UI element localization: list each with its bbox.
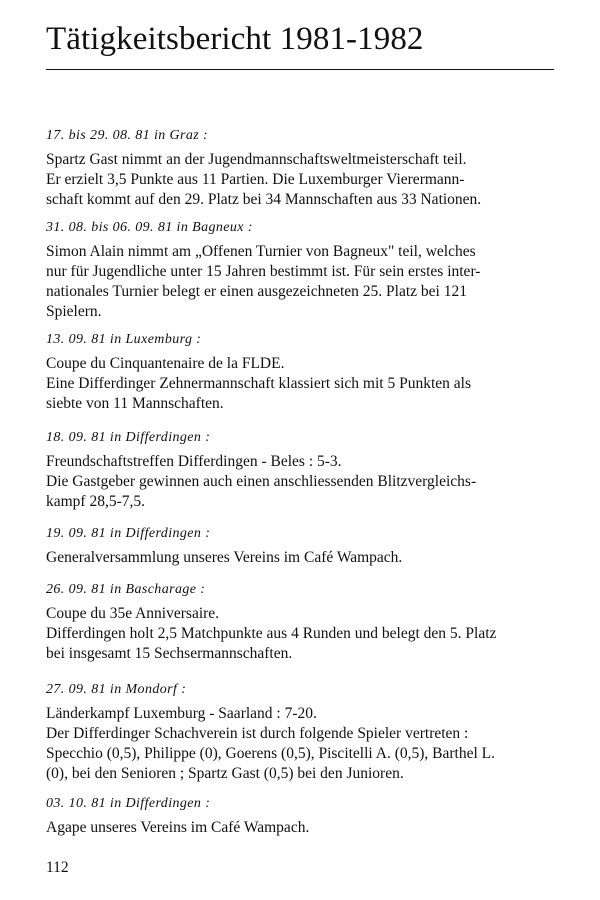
text-line: bei insgesamt 15 Sechsermannschaften. (46, 645, 293, 662)
entry-paragraph (46, 354, 554, 374)
text-line: nur für Jugendliche unter 15 Jahren bestimmt ist. Für sein erstes inter- (46, 263, 481, 280)
text-line: Freundschaftstreffen Differdingen - Beles : 5-3. (46, 453, 342, 470)
entry-paragraph (46, 242, 554, 322)
title-rule (46, 69, 554, 70)
page-number: 112 (46, 859, 69, 876)
entry-heading: 26. 09. 81 in Bascharage : (46, 582, 206, 597)
entry-paragraph (46, 374, 554, 414)
text-line: Der Differdinger Schachverein ist durch folgende Spieler vertreten : (46, 725, 469, 742)
text-line: (0), bei den Senioren ; Spartz Gast (0,5) bei den Junioren. (46, 765, 404, 782)
entry-heading: 19. 09. 81 in Differdingen : (46, 526, 211, 541)
text-line: Die Gastgeber gewinnen auch einen anschliessenden Blitzvergleichs- (46, 473, 477, 490)
entry-heading: 17. bis 29. 08. 81 in Graz : (46, 128, 209, 143)
entry-paragraph (46, 704, 554, 724)
text-line: kampf 28,5-7,5. (46, 493, 146, 510)
entry-differdingen-beles (46, 428, 554, 512)
entry-bagneux (46, 218, 554, 322)
entry-paragraph (46, 624, 554, 664)
text-line: schaft kommt auf den 29. Platz bei 34 Mannschaften aus 33 Nationen. (46, 191, 482, 208)
entry-paragraph (46, 724, 554, 784)
entry-paragraph (46, 472, 554, 512)
entry-heading: 13. 09. 81 in Luxemburg : (46, 332, 202, 347)
entry-paragraph (46, 548, 554, 568)
entry-heading: 03. 10. 81 in Differdingen : (46, 796, 211, 811)
entry-luxemburg (46, 330, 554, 414)
entry-paragraph (46, 604, 554, 624)
text-line: Eine Differdinger Zehnermannschaft klassiert sich mit 5 Punkten als (46, 375, 471, 392)
entry-heading: 18. 09. 81 in Differdingen : (46, 430, 211, 445)
text-line: nationales Turnier belegt er einen ausgezeichneten 25. Platz bei 121 (46, 283, 467, 300)
text-line: Simon Alain nimmt am „Offenen Turnier von Bagneux" teil, welches (46, 243, 476, 260)
entry-paragraph (46, 452, 554, 472)
entry-generalversammlung (46, 524, 554, 568)
entry-graz (46, 126, 554, 210)
text-line: Spielern. (46, 303, 102, 320)
text-line: Länderkampf Luxemburg - Saarland : 7-20. (46, 705, 317, 722)
text-line: Differdingen holt 2,5 Matchpunkte aus 4 Runden und belegt den 5. Platz (46, 625, 497, 642)
entry-paragraph (46, 150, 554, 210)
entry-heading: 27. 09. 81 in Mondorf : (46, 682, 187, 697)
entry-heading: 31. 08. bis 06. 09. 81 in Bagneux : (46, 220, 253, 235)
entry-mondorf (46, 680, 554, 784)
page-title: Tätigkeitsbericht 1981-1982 (46, 21, 424, 57)
text-line: Agape unseres Vereins im Café Wampach. (46, 819, 310, 836)
text-line: Er erzielt 3,5 Punkte aus 11 Partien. Die Luxemburger Vierermann- (46, 171, 465, 188)
text-line: Spartz Gast nimmt an der Jugendmannschaftsweltmeisterschaft teil. (46, 151, 467, 168)
text-line: Specchio (0,5), Philippe (0), Goerens (0,5), Piscitelli A. (0,5), Barthel L. (46, 745, 495, 762)
text-line: siebte von 11 Mannschaften. (46, 395, 224, 412)
text-line: Coupe du 35e Anniversaire. (46, 605, 220, 622)
entry-agape (46, 794, 554, 838)
text-line: Coupe du Cinquantenaire de la FLDE. (46, 355, 285, 372)
entry-paragraph (46, 818, 554, 838)
entry-bascharage (46, 580, 554, 664)
text-line: Generalversammlung unseres Vereins im Café Wampach. (46, 549, 403, 566)
